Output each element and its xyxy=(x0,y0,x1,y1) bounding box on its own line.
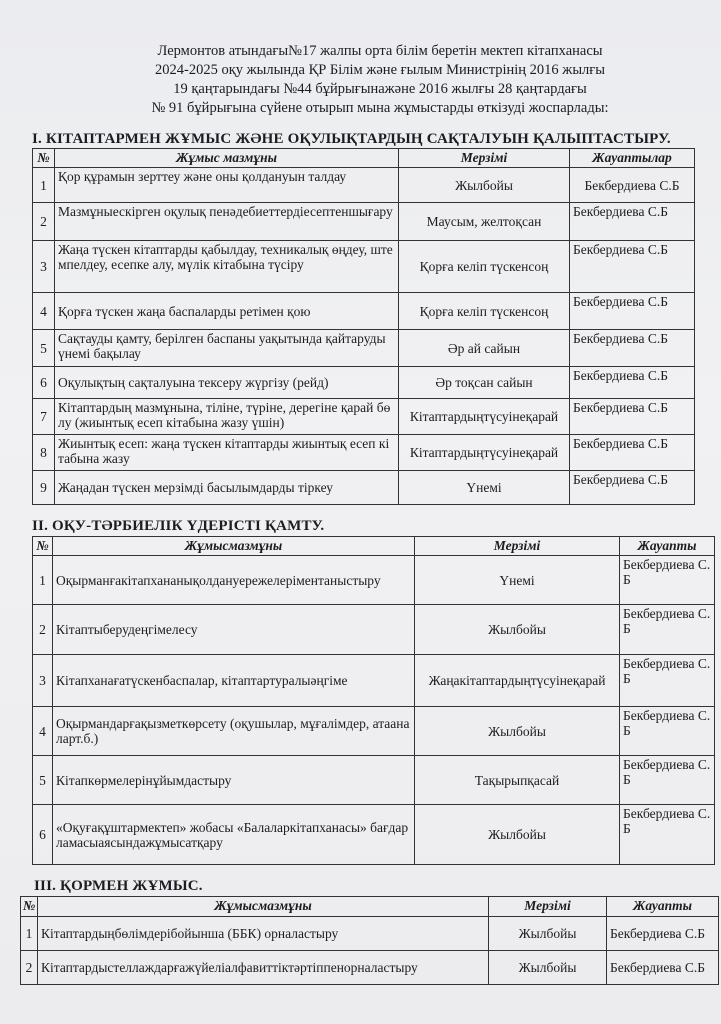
col-header-term: Мерзімі xyxy=(489,897,607,917)
row-responsible: Бекбердиева С.Б xyxy=(570,241,695,293)
row-number: 8 xyxy=(33,435,55,471)
row-responsible: Бекбердиева С.Б xyxy=(607,951,719,985)
row-responsible: Бекбердиева С.Б xyxy=(570,203,695,241)
table-row xyxy=(33,707,715,756)
table-row xyxy=(33,241,695,293)
row-number: 2 xyxy=(21,951,38,985)
row-number: 4 xyxy=(33,293,55,330)
row-responsible: Бекбердиева С.Б xyxy=(570,293,695,330)
row-work: Кітаптардың мазмұнына, тіліне, түріне, дерегіне қарай бөлу (жиынтық есеп кітабына жазу үшін) xyxy=(55,399,399,435)
table-row xyxy=(33,471,695,505)
row-term: Жылбойы xyxy=(399,168,570,203)
row-term: Үнемі xyxy=(415,556,620,605)
section-3-table xyxy=(20,896,719,985)
col-header-responsible: Жауапты xyxy=(607,897,719,917)
table-header-row xyxy=(33,537,715,556)
row-work: Мазмұныескірген оқулық пенәдебиеттердіесептеншығару xyxy=(55,203,399,241)
col-header-term: Мерзімі xyxy=(399,149,570,168)
table-row xyxy=(33,367,695,399)
row-number: 3 xyxy=(33,241,55,293)
table-row xyxy=(33,399,695,435)
table-row xyxy=(33,805,715,865)
table-header-row xyxy=(33,149,695,168)
row-number: 1 xyxy=(33,168,55,203)
table-row xyxy=(21,917,719,951)
row-work: Кітаптардыстеллаждарғажүйеліалфавиттіктәртіппенорналастыру xyxy=(38,951,489,985)
table-row xyxy=(33,605,715,655)
row-responsible: Бекбердиева С.Б xyxy=(620,605,715,655)
row-term: Жаңакітаптардыңтүсуінеқарай xyxy=(415,655,620,707)
row-number: 6 xyxy=(33,805,53,865)
row-work: Кітапханағатүскенбаспалар, кітаптартуралыәңгіме xyxy=(53,655,415,707)
row-responsible: Бекбердиева С.Б xyxy=(570,168,695,203)
row-work: Жаңадан түскен мерзімді басылымдарды тіркеу xyxy=(55,471,399,505)
row-term: Қорға келіп түскенсоң xyxy=(399,293,570,330)
row-number: 6 xyxy=(33,367,55,399)
row-term: Жылбойы xyxy=(415,707,620,756)
row-responsible: Бекбердиева С.Б xyxy=(570,399,695,435)
row-responsible: Бекбердиева С.Б xyxy=(620,805,715,865)
table-row xyxy=(33,293,695,330)
section-1-table xyxy=(32,148,695,505)
table-header-row xyxy=(21,897,719,917)
col-header-responsible: Жауаптылар xyxy=(570,149,695,168)
col-header-term: Мерзімі xyxy=(415,537,620,556)
row-term: Жылбойы xyxy=(415,605,620,655)
col-header-number: № xyxy=(33,149,55,168)
row-number: 2 xyxy=(33,203,55,241)
row-term: Үнемі xyxy=(399,471,570,505)
intro-paragraph xyxy=(60,42,700,118)
table-row xyxy=(33,556,715,605)
row-work: «Оқуғақұштармектеп» жобасы «Балаларкітапханасы» бағдарламасыаясындажұмысатқару xyxy=(53,805,415,865)
table-row xyxy=(33,435,695,471)
row-number: 9 xyxy=(33,471,55,505)
row-term: Жылбойы xyxy=(489,951,607,985)
col-header-work: Жұмысмазмұны xyxy=(53,537,415,556)
row-responsible: Бекбердиева С.Б xyxy=(620,556,715,605)
row-term: Қорға келіп түскенсоң xyxy=(399,241,570,293)
row-number: 7 xyxy=(33,399,55,435)
table-row xyxy=(33,203,695,241)
row-work: Кітапкөрмелерінұйымдастыру xyxy=(53,756,415,805)
row-responsible: Бекбердиева С.Б xyxy=(620,655,715,707)
row-responsible: Бекбердиева С.Б xyxy=(620,756,715,805)
section-3-title: III. ҚОРМЕН ЖҰМЫС. xyxy=(34,878,203,894)
table-row xyxy=(33,655,715,707)
row-responsible: Бекбердиева С.Б xyxy=(570,330,695,367)
row-term: Маусым, желтоқсан xyxy=(399,203,570,241)
row-term: Кітаптардыңтүсуінеқарай xyxy=(399,435,570,471)
row-responsible: Бекбердиева С.Б xyxy=(570,435,695,471)
intro-line: 19 қаңтарындағы №44 бұйрығынажәне 2016 жылғы 28 қаңтардағы xyxy=(173,81,587,97)
row-number: 5 xyxy=(33,756,53,805)
table-row xyxy=(21,951,719,985)
row-number: 5 xyxy=(33,330,55,367)
row-work: Сақтауды қамту, берілген баспаны уақытында қайтаруды үнемі бақылау xyxy=(55,330,399,367)
row-work: Оқулықтың сақталуына тексеру жүргізу (рейд) xyxy=(55,367,399,399)
row-work: Оқырмандарғақызметкөрсету (оқушылар, мұғалімдер, атааналарт.б.) xyxy=(53,707,415,756)
row-work: Жиынтық есеп: жаңа түскен кітаптарды жиынтық есеп кітабына жазу xyxy=(55,435,399,471)
row-number: 1 xyxy=(33,556,53,605)
row-work: Оқырманғакітапхананықолдануережелеріментаныстыру xyxy=(53,556,415,605)
table-row xyxy=(33,330,695,367)
row-term: Жылбойы xyxy=(489,917,607,951)
row-work: Кітаптардыңбөлімдерібойынша (ББК) орналастыру xyxy=(38,917,489,951)
intro-line: 2024-2025 оқу жылында ҚР Білім және ғылым Министрінің 2016 жылғы xyxy=(155,62,605,78)
row-term: Жылбойы xyxy=(415,805,620,865)
section-2-title: II. ОҚУ-ТӘРБИЕЛІК ҮДЕРІСТІ ҚАМТУ. xyxy=(32,518,325,534)
col-header-work: Жұмыс мазмұны xyxy=(55,149,399,168)
section-1-title: I. КІТАПТАРМЕН ЖҰМЫС ЖӘНЕ ОҚУЛЫҚТАРДЫҢ САҚТАЛУЫН ҚАЛЫПТАСТЫРУ. xyxy=(32,131,671,147)
row-responsible: Бекбердиева С.Б xyxy=(570,367,695,399)
row-responsible: Бекбердиева С.Б xyxy=(620,707,715,756)
row-number: 4 xyxy=(33,707,53,756)
col-header-number: № xyxy=(33,537,53,556)
row-responsible: Бекбердиева С.Б xyxy=(607,917,719,951)
row-work: Кітаптыберудеңгімелесу xyxy=(53,605,415,655)
row-responsible: Бекбердиева С.Б xyxy=(570,471,695,505)
row-number: 2 xyxy=(33,605,53,655)
col-header-number: № xyxy=(21,897,38,917)
row-work: Жаңа түскен кітаптарды қабылдау, техникалық өңдеу, штемпелдеу, есепке алу, мүлік кітабына түсіру xyxy=(55,241,399,293)
col-header-responsible: Жауапты xyxy=(620,537,715,556)
row-number: 1 xyxy=(21,917,38,951)
table-row xyxy=(33,168,695,203)
row-work: Қор құрамын зерттеу және оны қолдануын талдау xyxy=(55,168,399,203)
intro-line: № 91 бұйрығына сүйене отырып мына жұмыстарды өткізуді жоспарлады: xyxy=(151,100,609,116)
row-term: Кітаптардыңтүсуінеқарай xyxy=(399,399,570,435)
table-row xyxy=(33,756,715,805)
section-2-table xyxy=(32,536,715,865)
row-number: 3 xyxy=(33,655,53,707)
row-term: Әр ай сайын xyxy=(399,330,570,367)
intro-line: Лермонтов атындағы№17 жалпы орта білім беретін мектеп кітапханасы xyxy=(157,43,603,59)
row-work: Қорға түскен жаңа баспаларды ретімен қою xyxy=(55,293,399,330)
row-term: Әр тоқсан сайын xyxy=(399,367,570,399)
row-term: Тақырыпқасай xyxy=(415,756,620,805)
col-header-work: Жұмысмазмұны xyxy=(38,897,489,917)
